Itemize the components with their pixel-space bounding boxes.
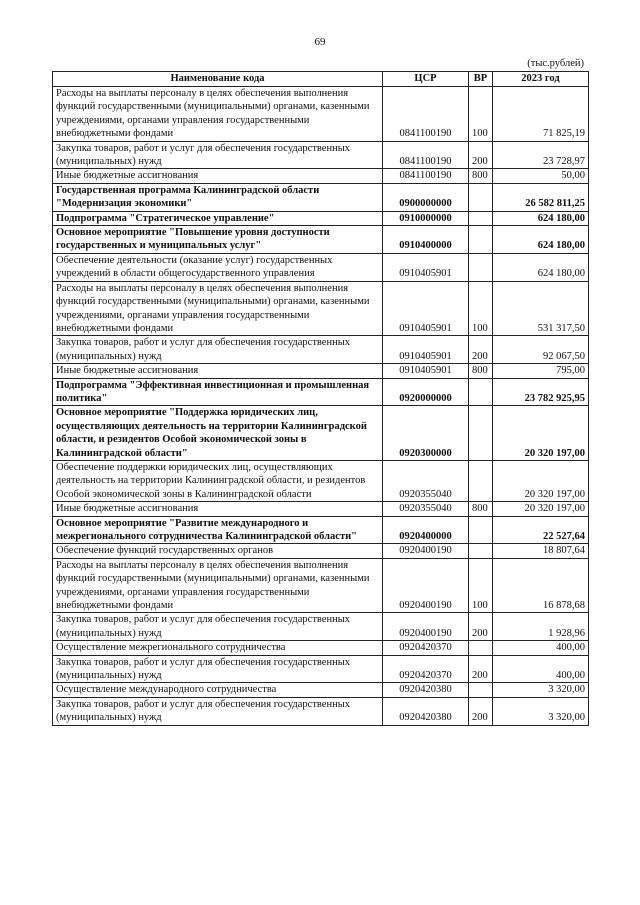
- row-vr-cell: 100: [469, 281, 493, 336]
- row-csr-cell: 0920420370: [383, 641, 469, 655]
- row-name-cell: Государственная программа Калининградской области "Модернизация экономики": [53, 183, 383, 211]
- row-amount-cell: 624 180,00: [493, 253, 589, 281]
- page-number: 69: [314, 36, 326, 48]
- row-vr-cell: [469, 516, 493, 544]
- row-name-cell: Иные бюджетные ассигнования: [53, 502, 383, 516]
- row-amount-cell: 71 825,19: [493, 87, 589, 142]
- table-header-row: [53, 72, 589, 87]
- row-csr-cell: 0920300000: [383, 406, 469, 461]
- row-name-cell: Основное мероприятие "Повышение уровня доступности государственных и муниципальных услуг": [53, 226, 383, 254]
- row-name-cell: Подпрограмма "Эффективная инвестиционная и промышленная политика": [53, 378, 383, 406]
- row-csr-cell: 0920355040: [383, 460, 469, 501]
- row-name-cell: Основное мероприятие "Развитие международного и межрегионального сотрудничества Калининградской области": [53, 516, 383, 544]
- row-csr-cell: 0910400000: [383, 226, 469, 254]
- row-vr-cell: [469, 378, 493, 406]
- table-row: [53, 683, 589, 697]
- row-amount-cell: 3 320,00: [493, 683, 589, 697]
- table-row: [53, 558, 589, 613]
- row-vr-cell: [469, 183, 493, 211]
- table-row: [53, 169, 589, 183]
- table-row: [53, 226, 589, 254]
- row-csr-cell: 0920355040: [383, 502, 469, 516]
- header-year: 2023 год: [493, 72, 589, 87]
- table-row: [53, 502, 589, 516]
- row-amount-cell: 400,00: [493, 655, 589, 683]
- table-row: [53, 211, 589, 225]
- row-name-cell: Основное мероприятие "Поддержка юридических лиц, осуществляющих деятельность на территории Калининградской области, и резидентов Особой экономической зоны в Калининградской области": [53, 406, 383, 461]
- row-name-cell: Закупка товаров, работ и услуг для обеспечения государственных (муниципальных) нужд: [53, 336, 383, 364]
- row-vr-cell: [469, 211, 493, 225]
- row-vr-cell: [469, 406, 493, 461]
- row-csr-cell: 0910405901: [383, 336, 469, 364]
- row-amount-cell: 624 180,00: [493, 211, 589, 225]
- table-row: [53, 460, 589, 501]
- table-row: [53, 253, 589, 281]
- table-row: [53, 516, 589, 544]
- row-amount-cell: 20 320 197,00: [493, 460, 589, 501]
- table-row: [53, 613, 589, 641]
- row-name-cell: Иные бюджетные ассигнования: [53, 364, 383, 378]
- row-csr-cell: 0841100190: [383, 141, 469, 169]
- row-name-cell: Закупка товаров, работ и услуг для обеспечения государственных (муниципальных) нужд: [53, 141, 383, 169]
- row-name-cell: Обеспечение поддержки юридических лиц, осуществляющих деятельность на территории Калининградской области, и резидентов Особой экономической зоны в Калининградской области: [53, 460, 383, 501]
- row-csr-cell: 0920400190: [383, 544, 469, 558]
- row-csr-cell: 0900000000: [383, 183, 469, 211]
- row-name-cell: Расходы на выплаты персоналу в целях обеспечения выполнения функций государственными (муниципальными) органами, казенными учреждениями, органами управления государственными внебюджетными фондами: [53, 87, 383, 142]
- row-name-cell: Иные бюджетные ассигнования: [53, 169, 383, 183]
- row-name-cell: Подпрограмма "Стратегическое управление": [53, 211, 383, 225]
- row-vr-cell: 800: [469, 169, 493, 183]
- table-row: [53, 281, 589, 336]
- row-csr-cell: 0920420380: [383, 697, 469, 725]
- row-vr-cell: [469, 226, 493, 254]
- row-vr-cell: [469, 683, 493, 697]
- row-name-cell: Расходы на выплаты персоналу в целях обеспечения выполнения функций государственными (муниципальными) органами, казенными учреждениями, органами управления государственными внебюджетными фондами: [53, 558, 383, 613]
- row-csr-cell: 0920420370: [383, 655, 469, 683]
- table-row: [53, 141, 589, 169]
- row-amount-cell: 624 180,00: [493, 226, 589, 254]
- table-row: [53, 87, 589, 142]
- row-amount-cell: 92 067,50: [493, 336, 589, 364]
- row-name-cell: Обеспечение функций государственных органов: [53, 544, 383, 558]
- row-csr-cell: 0841100190: [383, 169, 469, 183]
- row-amount-cell: 1 928,96: [493, 613, 589, 641]
- row-vr-cell: 200: [469, 613, 493, 641]
- table-row: [53, 364, 589, 378]
- row-name-cell: Осуществление межрегионального сотрудничества: [53, 641, 383, 655]
- row-csr-cell: 0920400190: [383, 558, 469, 613]
- row-vr-cell: [469, 253, 493, 281]
- row-amount-cell: 23 728,97: [493, 141, 589, 169]
- row-amount-cell: 20 320 197,00: [493, 406, 589, 461]
- row-csr-cell: 0841100190: [383, 87, 469, 142]
- row-csr-cell: 0920420380: [383, 683, 469, 697]
- header-name: Наименование кода: [53, 72, 383, 87]
- unit-note: (тыс.рублей): [527, 58, 584, 69]
- row-name-cell: Осуществление международного сотрудничества: [53, 683, 383, 697]
- row-amount-cell: 20 320 197,00: [493, 502, 589, 516]
- row-amount-cell: 18 807,64: [493, 544, 589, 558]
- table-body: [53, 87, 589, 726]
- row-name-cell: Закупка товаров, работ и услуг для обеспечения государственных (муниципальных) нужд: [53, 655, 383, 683]
- row-vr-cell: [469, 641, 493, 655]
- row-name-cell: Закупка товаров, работ и услуг для обеспечения государственных (муниципальных) нужд: [53, 613, 383, 641]
- row-amount-cell: 26 582 811,25: [493, 183, 589, 211]
- row-csr-cell: 0910405901: [383, 364, 469, 378]
- row-amount-cell: 795,00: [493, 364, 589, 378]
- row-name-cell: Закупка товаров, работ и услуг для обеспечения государственных (муниципальных) нужд: [53, 697, 383, 725]
- table-row: [53, 544, 589, 558]
- row-vr-cell: 800: [469, 502, 493, 516]
- header-csr: ЦСР: [383, 72, 469, 87]
- row-name-cell: Расходы на выплаты персоналу в целях обеспечения выполнения функций государственными (муниципальными) органами, казенными учреждениями, органами управления государственными внебюджетными фондами: [53, 281, 383, 336]
- row-vr-cell: 200: [469, 697, 493, 725]
- header-vr: ВР: [469, 72, 493, 87]
- table-row: [53, 641, 589, 655]
- budget-table: [52, 71, 589, 726]
- row-csr-cell: 0910405901: [383, 281, 469, 336]
- row-vr-cell: 200: [469, 336, 493, 364]
- row-vr-cell: [469, 460, 493, 501]
- row-amount-cell: 23 782 925,95: [493, 378, 589, 406]
- row-vr-cell: 100: [469, 87, 493, 142]
- row-amount-cell: 50,00: [493, 169, 589, 183]
- table-row: [53, 183, 589, 211]
- row-csr-cell: 0920000000: [383, 378, 469, 406]
- table-row: [53, 378, 589, 406]
- row-amount-cell: 531 317,50: [493, 281, 589, 336]
- table-row: [53, 697, 589, 725]
- row-csr-cell: 0910405901: [383, 253, 469, 281]
- table-row: [53, 336, 589, 364]
- row-vr-cell: 800: [469, 364, 493, 378]
- row-amount-cell: 400,00: [493, 641, 589, 655]
- row-vr-cell: [469, 544, 493, 558]
- table-row: [53, 406, 589, 461]
- row-vr-cell: 200: [469, 141, 493, 169]
- row-amount-cell: 3 320,00: [493, 697, 589, 725]
- row-amount-cell: 16 878,68: [493, 558, 589, 613]
- row-amount-cell: 22 527,64: [493, 516, 589, 544]
- row-vr-cell: 100: [469, 558, 493, 613]
- row-name-cell: Обеспечение деятельности (оказание услуг) государственных учреждений в области общегосударственного управления: [53, 253, 383, 281]
- row-csr-cell: 0910000000: [383, 211, 469, 225]
- row-vr-cell: 200: [469, 655, 493, 683]
- row-csr-cell: 0920400000: [383, 516, 469, 544]
- row-csr-cell: 0920400190: [383, 613, 469, 641]
- table-row: [53, 655, 589, 683]
